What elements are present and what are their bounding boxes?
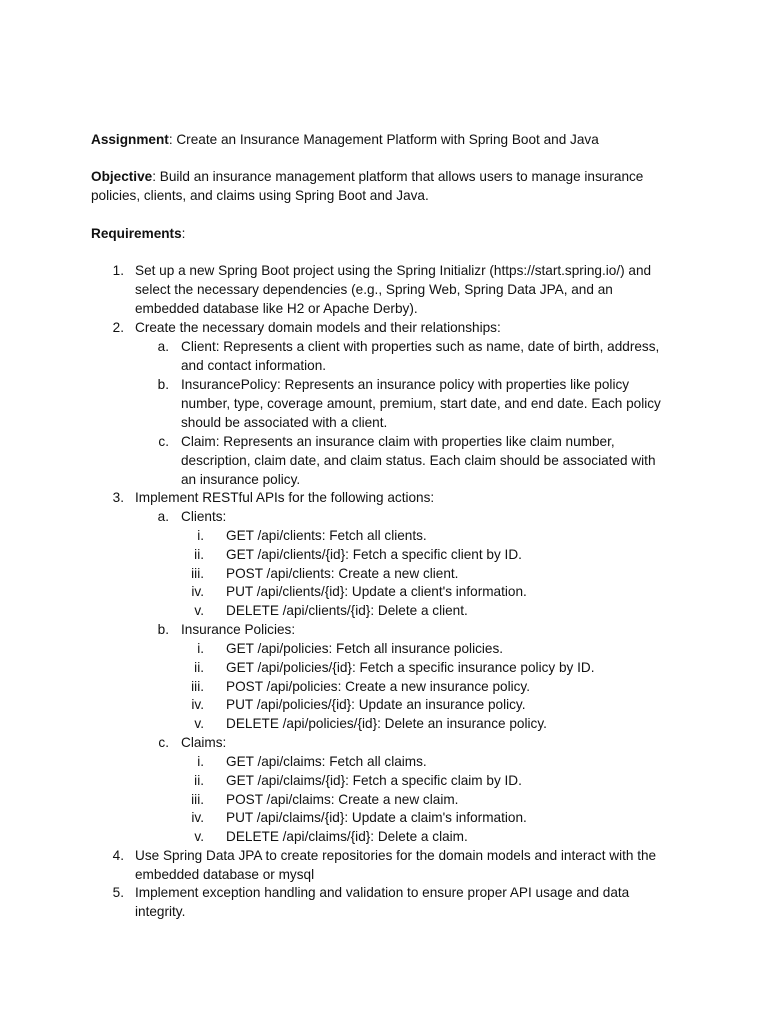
roman-marker: i. (197, 754, 204, 769)
endpoint-item: POST /api/policies: Create a new insurance policy. (226, 679, 530, 694)
endpoint-item: GET /api/policies/{id}: Fetch a specific insurance policy by ID. (226, 660, 595, 675)
roman-marker: iv. (191, 584, 204, 599)
sublist-item-text: and contact information. (181, 358, 327, 373)
roman-marker: i. (197, 528, 204, 543)
sublist-marker: a. (157, 509, 169, 524)
sublist-marker: b. (157, 622, 169, 637)
list-item-text: select the necessary dependencies (e.g., Spring Web, Spring Data JPA, and an (135, 282, 613, 297)
list-marker: 1. (112, 263, 124, 278)
endpoint-item: DELETE /api/claims/{id}: Delete a claim. (226, 829, 468, 844)
endpoint-item: PUT /api/clients/{id}: Update a client's information. (226, 584, 527, 599)
roman-marker: iii. (191, 566, 204, 581)
roman-marker: v. (194, 603, 204, 618)
list-marker: 4. (112, 848, 124, 863)
endpoint-item: GET /api/claims/{id}: Fetch a specific claim by ID. (226, 773, 522, 788)
sublist-item-text: InsurancePolicy: Represents an insurance policy with properties like policy (181, 377, 630, 392)
roman-marker: ii. (194, 773, 204, 788)
endpoint-item: GET /api/claims: Fetch all claims. (226, 754, 427, 769)
endpoint-item: GET /api/policies: Fetch all insurance policies. (226, 641, 504, 656)
endpoint-item: PUT /api/claims/{id}: Update a claim's information. (226, 810, 527, 825)
requirements-colon: : (181, 226, 186, 241)
sublist-marker: b. (157, 377, 169, 392)
roman-marker: i. (197, 641, 204, 656)
list-item-text: Set up a new Spring Boot project using the Spring Initializr (https://start.spring.io/) and (135, 263, 652, 278)
list-item-text: Use Spring Data JPA to create repositories for the domain models and interact with the (135, 848, 657, 863)
endpoint-item: GET /api/clients/{id}: Fetch a specific client by ID. (226, 547, 522, 562)
sublist-item-text: Clients: (181, 509, 227, 524)
list-marker: 3. (112, 490, 124, 505)
list-item-text: Implement RESTful APIs for the following actions: (135, 490, 435, 505)
requirements-label: Requirements (91, 226, 182, 241)
roman-marker: iii. (191, 679, 204, 694)
endpoint-item: DELETE /api/clients/{id}: Delete a client. (226, 603, 468, 618)
list-marker: 5. (112, 885, 124, 900)
list-item-text: integrity. (135, 904, 186, 919)
endpoint-item: PUT /api/policies/{id}: Update an insurance policy. (226, 697, 526, 712)
endpoint-item: POST /api/claims: Create a new claim. (226, 792, 459, 807)
list-item-text: Implement exception handling and validation to ensure proper API usage and data (135, 885, 630, 900)
roman-marker: iii. (191, 792, 204, 807)
sublist-item-text: Client: Represents a client with properties such as name, date of birth, address, (181, 339, 660, 354)
sublist-item-text: Claim: Represents an insurance claim with properties like claim number, (181, 434, 615, 449)
sublist-marker: c. (158, 434, 169, 449)
assignment-text: : Create an Insurance Management Platform with Spring Boot and Java (168, 132, 599, 147)
list-item-text: embedded database like H2 or Apache Derby). (135, 301, 418, 316)
sublist-item-text: should be associated with a client. (181, 415, 388, 430)
objective-label: Objective (91, 169, 153, 184)
roman-marker: ii. (194, 660, 204, 675)
sublist-marker: a. (157, 339, 169, 354)
roman-marker: v. (194, 716, 204, 731)
sublist-item-text: an insurance policy. (181, 472, 301, 487)
list-item-text: Create the necessary domain models and their relationships: (135, 320, 501, 335)
roman-marker: iv. (191, 697, 204, 712)
objective-text-cont: policies, clients, and claims using Spring Boot and Java. (91, 188, 429, 203)
endpoint-item: DELETE /api/policies/{id}: Delete an insurance policy. (226, 716, 547, 731)
requirements-heading (91, 224, 185, 243)
objective-text: : Build an insurance management platform that allows users to manage insurance (152, 169, 644, 184)
roman-marker: ii. (194, 547, 204, 562)
sublist-item-text: Claims: (181, 735, 227, 750)
list-marker: 2. (112, 320, 124, 335)
endpoint-item: GET /api/clients: Fetch all clients. (226, 528, 427, 543)
sublist-item-text: Insurance Policies: (181, 622, 296, 637)
sublist-marker: c. (158, 735, 169, 750)
assignment-line (91, 130, 599, 149)
assignment-label: Assignment (91, 132, 169, 147)
objective-line (91, 167, 643, 186)
endpoint-item: POST /api/clients: Create a new client. (226, 566, 459, 581)
list-item-text: embedded database or mysql (135, 867, 315, 882)
sublist-item-text: description, claim date, and claim status. Each claim should be associated with (181, 453, 656, 468)
sublist-item-text: number, type, coverage amount, premium, start date, and end date. Each policy (181, 396, 661, 411)
roman-marker: iv. (191, 810, 204, 825)
roman-marker: v. (194, 829, 204, 844)
